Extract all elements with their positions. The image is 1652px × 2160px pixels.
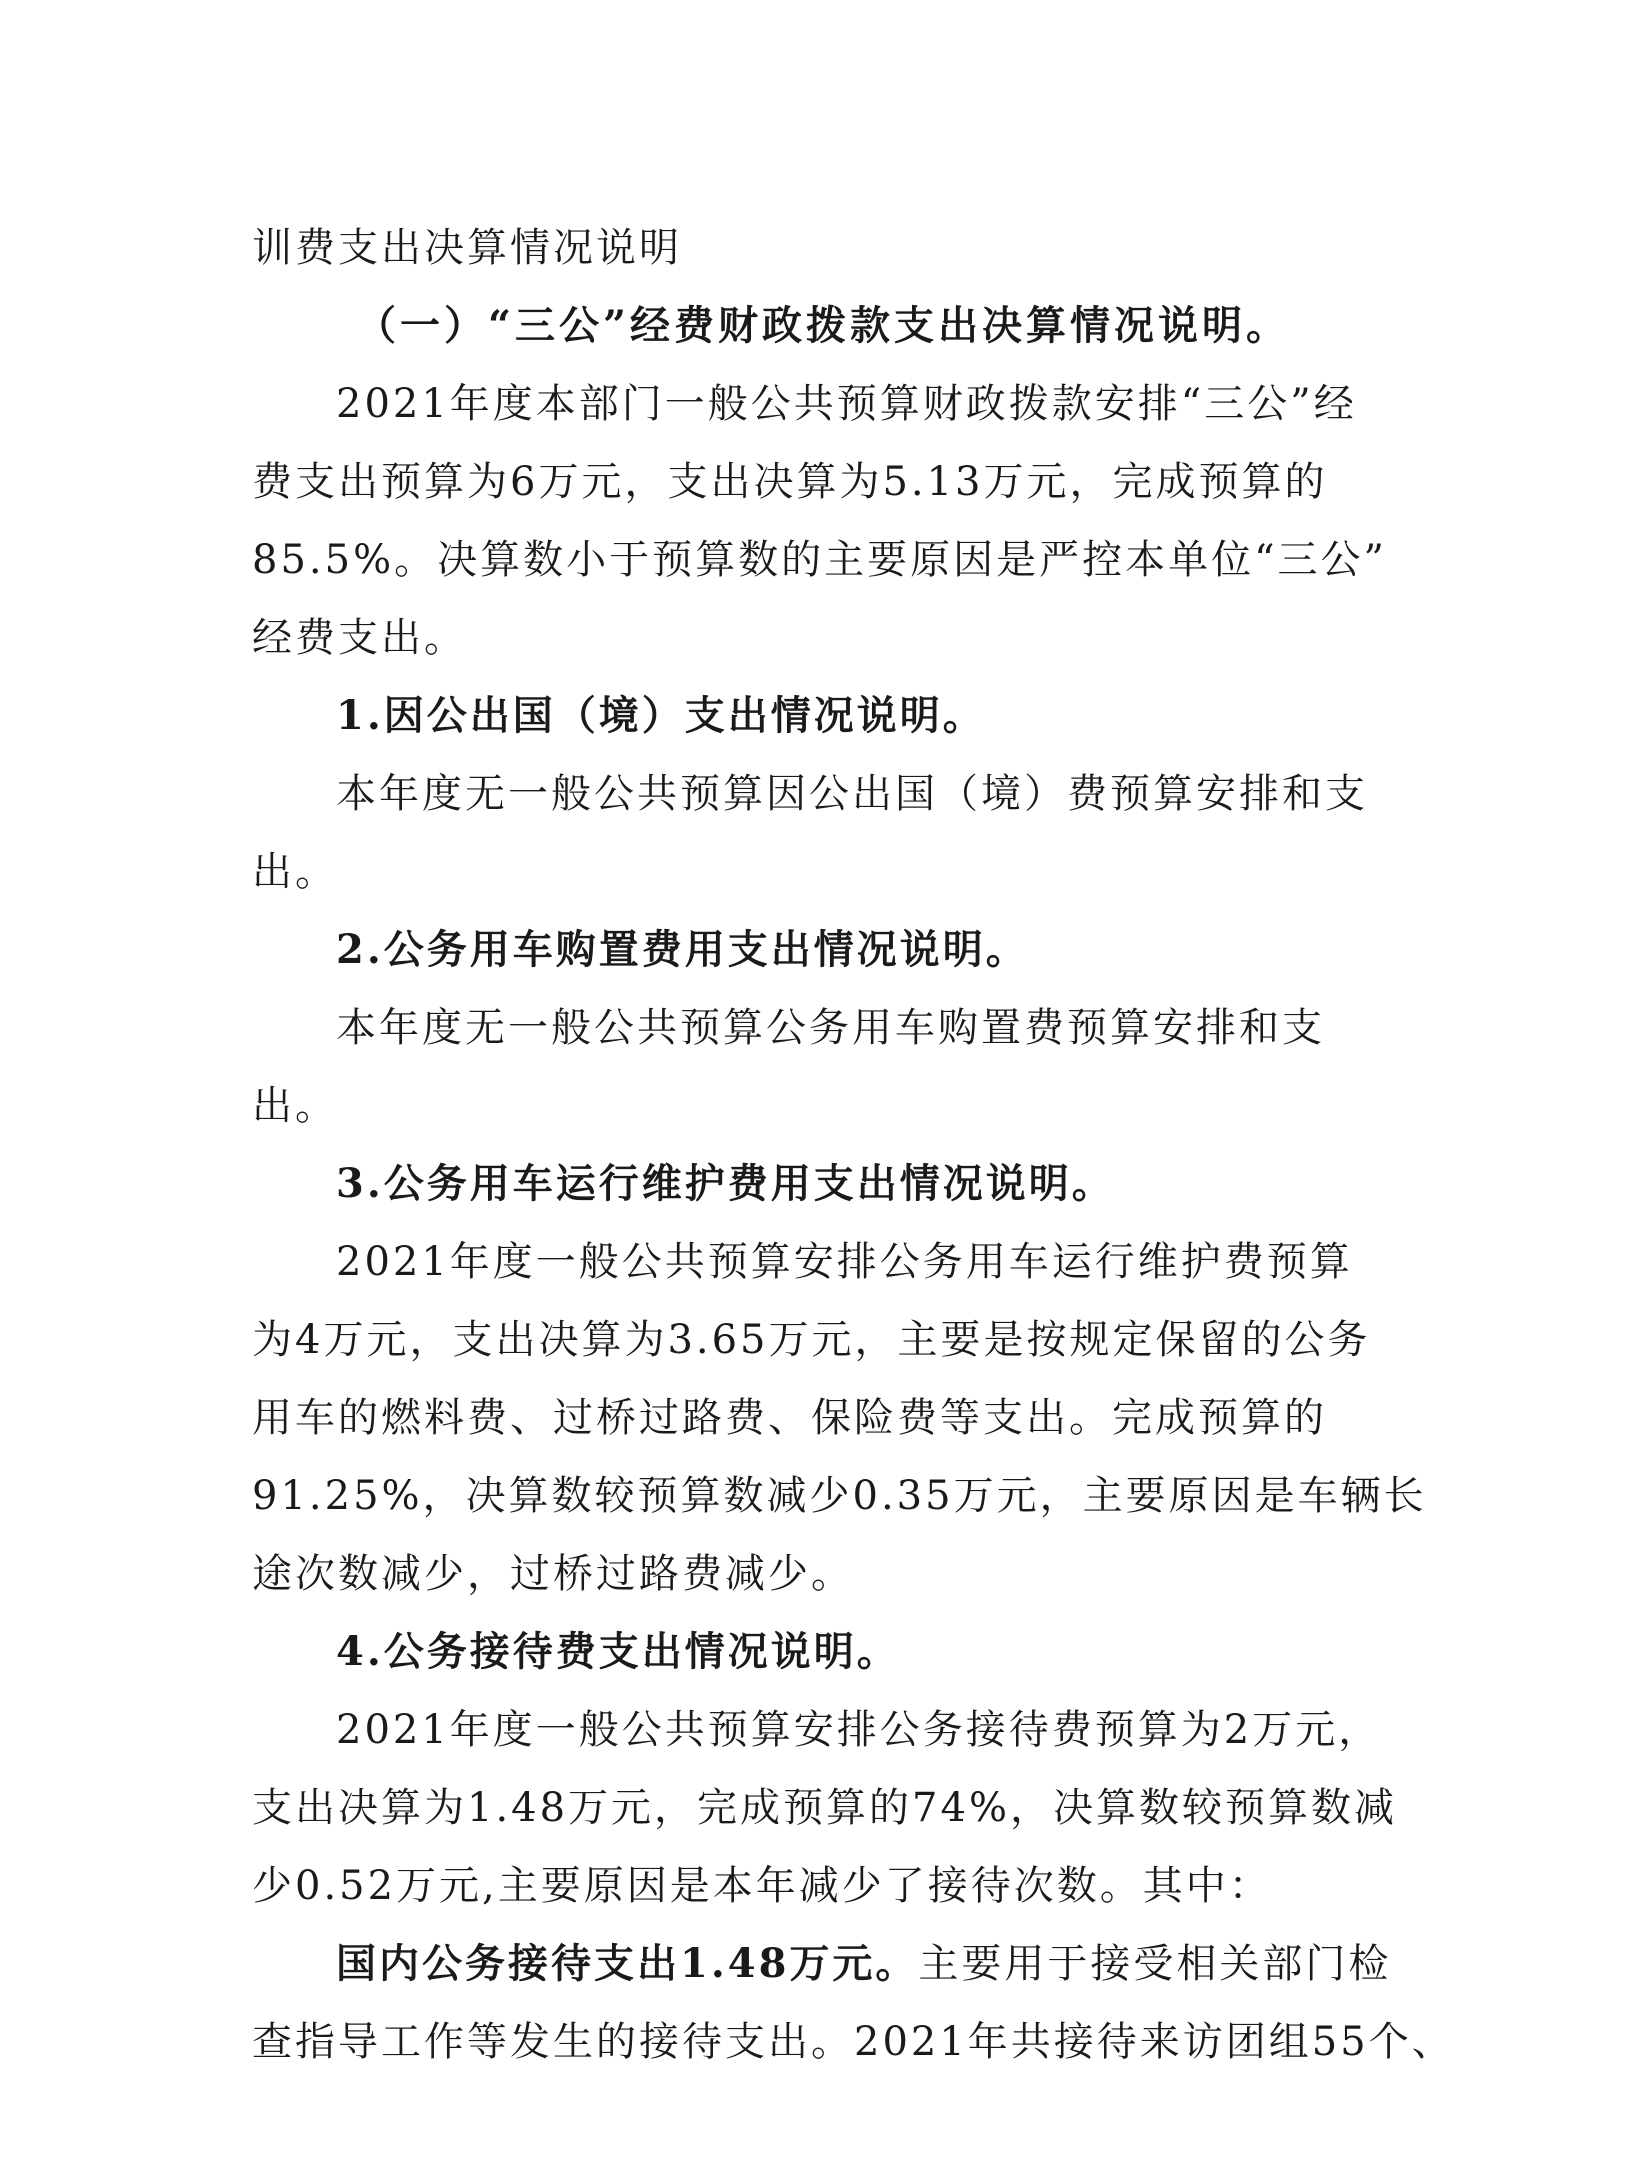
item3-line-5: 途次数减少，过桥过路费减少。	[252, 1551, 854, 1597]
item3-line-2: 为4万元，支出决算为3.65万元，主要是按规定保留的公务	[252, 1317, 1371, 1363]
item2-heading: 2.公务用车购置费用支出情况说明。	[336, 926, 1029, 973]
summary-line-3: 85.5%。决算数小于预算数的主要原因是严控本单位“三公”	[252, 537, 1387, 583]
summary-line-2: 费支出预算为6万元，支出决算为5.13万元，完成预算的	[252, 459, 1328, 505]
item4-heading: 4.公务接待费支出情况说明。	[336, 1628, 900, 1675]
section-heading: （一）“三公”经费财政拨款支出决算情况说明。	[356, 302, 1291, 349]
domestic-reception-rest: 主要用于接受相关部门检	[918, 1941, 1392, 1987]
item1-line-2: 出。	[252, 849, 338, 895]
summary-line-1: 2021年度本部门一般公共预算财政拨款安排“三公”经	[336, 381, 1357, 427]
domestic-reception-lead: 国内公务接待支出1.48万元。	[336, 1940, 919, 1987]
item1-line-1: 本年度无一般公共预算因公出国（境）费预算安排和支	[336, 771, 1368, 817]
item2-line-2: 出。	[252, 1083, 338, 1129]
item2-line-1: 本年度无一般公共预算公务用车购置费预算安排和支	[336, 1005, 1325, 1051]
item4-line-1: 2021年度一般公共预算安排公务接待费预算为2万元，	[336, 1707, 1382, 1753]
item1-heading: 1.因公出国（境）支出情况说明。	[336, 692, 986, 739]
domestic-reception-line-1	[336, 1938, 1391, 1990]
item4-line-3: 少0.52万元,主要原因是本年减少了接待次数。其中：	[252, 1863, 1272, 1909]
continuation-title: 训费支出决算情况说明	[252, 225, 682, 271]
item3-heading: 3.公务用车运行维护费用支出情况说明。	[336, 1160, 1115, 1207]
item3-line-4: 91.25%，决算数较预算数减少0.35万元，主要原因是车辆长	[252, 1473, 1427, 1519]
summary-line-4: 经费支出。	[252, 615, 467, 661]
item3-line-3: 用车的燃料费、过桥过路费、保险费等支出。完成预算的	[252, 1395, 1327, 1441]
item4-line-2: 支出决算为1.48万元，完成预算的74%，决算数较预算数减	[252, 1785, 1397, 1831]
domestic-reception-line-2: 查指导工作等发生的接待支出。2021年共接待来访团组55个、	[252, 2019, 1455, 2065]
item3-line-1: 2021年度一般公共预算安排公务用车运行维护费预算	[336, 1239, 1353, 1285]
